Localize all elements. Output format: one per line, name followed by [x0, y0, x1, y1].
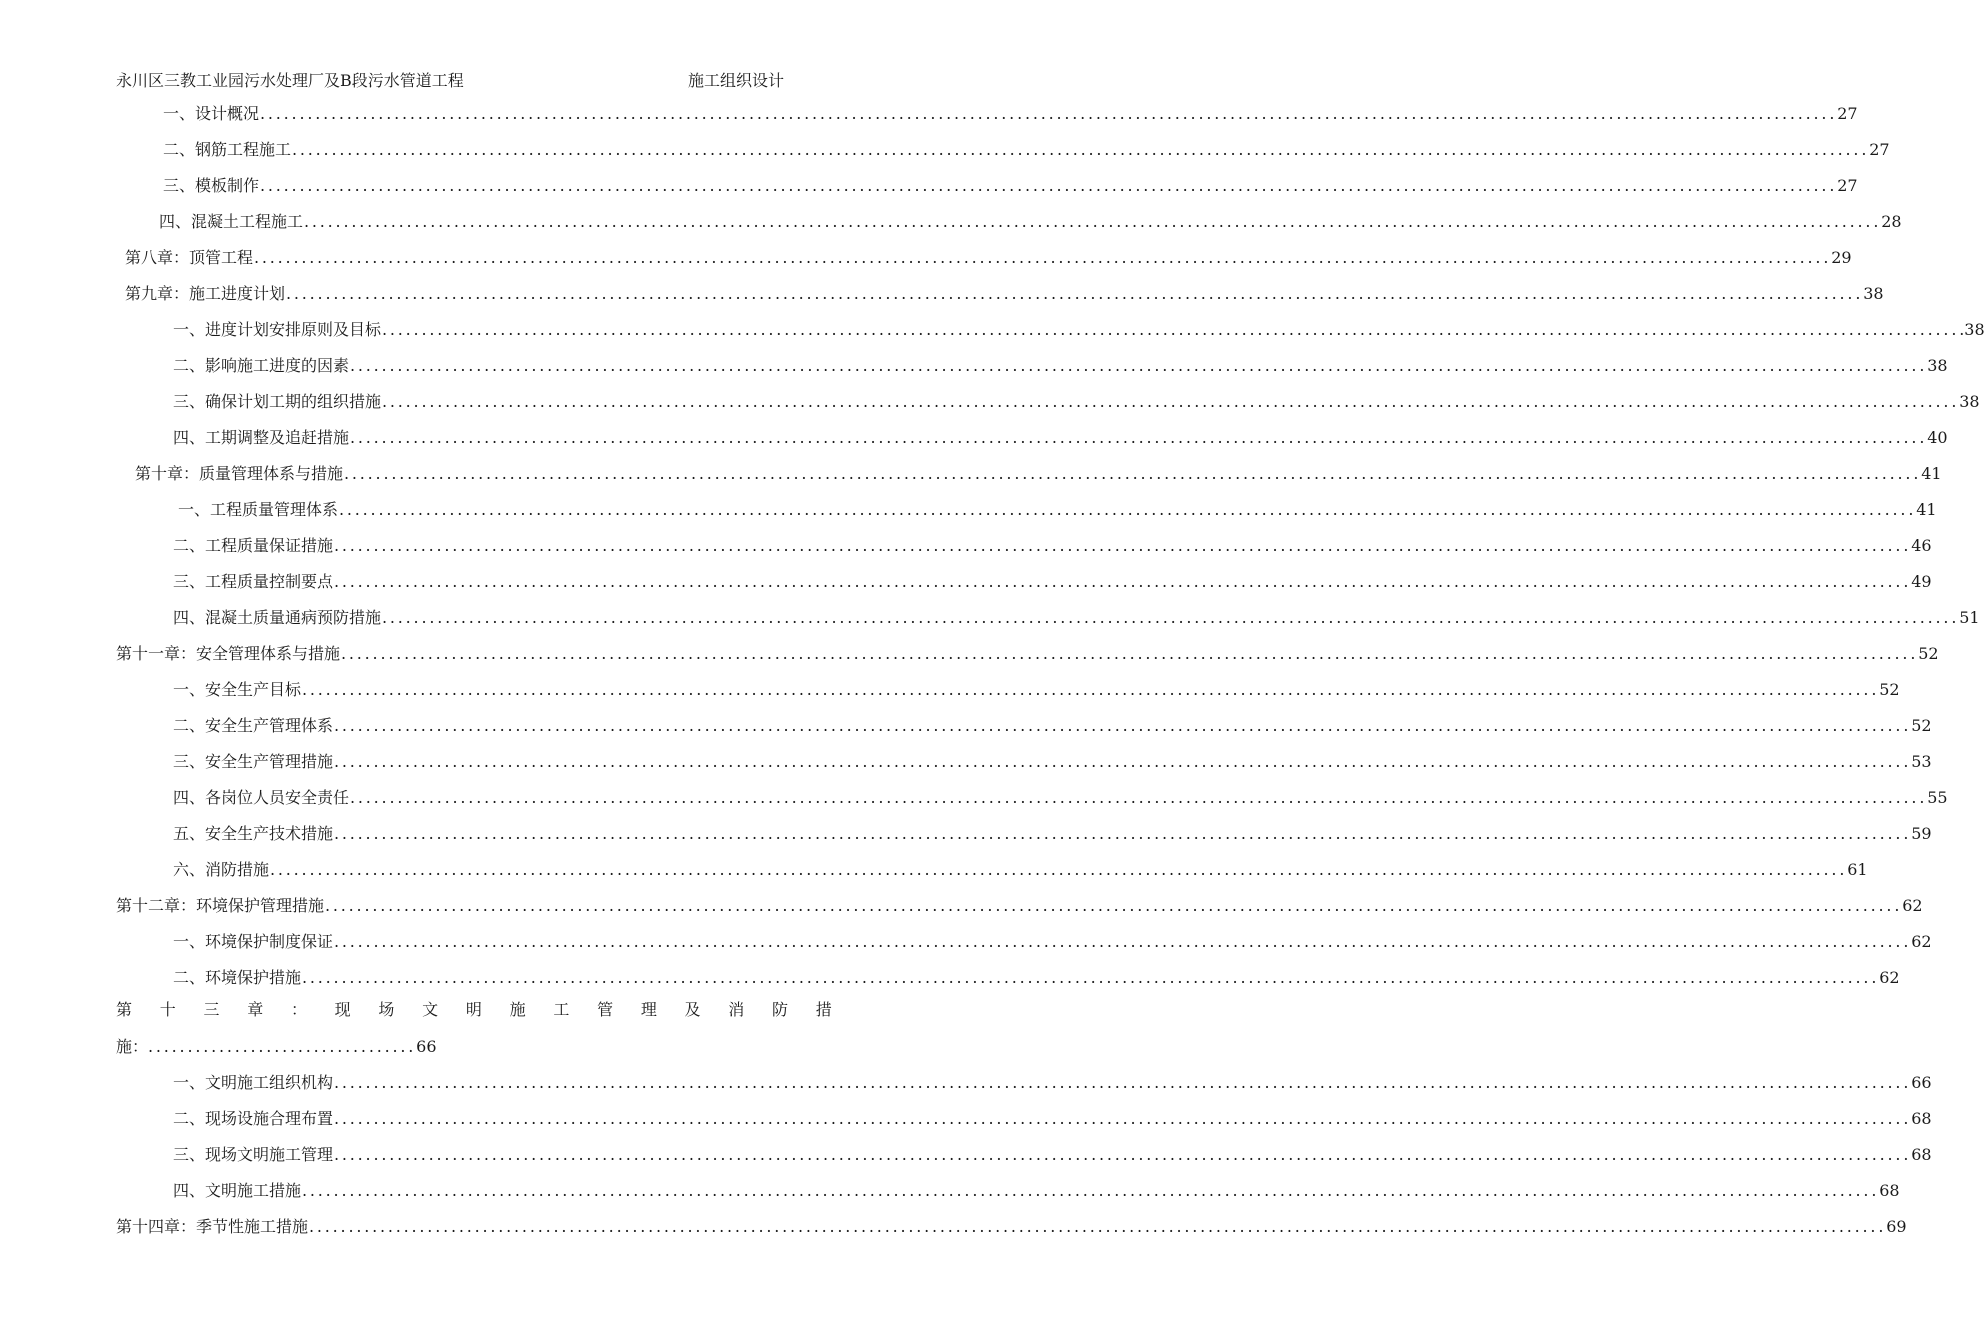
heading-char: 消 — [728, 1000, 745, 1019]
toc-entry-label: 六、消防措施 — [173, 860, 270, 879]
toc-entry-page-number: 41 — [1921, 464, 1942, 483]
toc-entry-page-number: 52 — [1879, 680, 1900, 699]
toc-entry-page-number: 52 — [1918, 644, 1939, 663]
toc-entry — [173, 857, 1868, 883]
toc-entry-page-number: 66 — [1911, 1073, 1932, 1092]
toc-entry-page-number: 29 — [1831, 248, 1852, 267]
heading-char: 明 — [465, 1000, 482, 1019]
toc-entry — [173, 929, 1932, 955]
toc-entry-page-number: 62 — [1902, 896, 1923, 915]
toc-entry — [173, 317, 1985, 343]
toc-entry-label: 第十四章：季节性施工措施 — [116, 1217, 309, 1236]
toc-entry — [173, 821, 1932, 847]
toc-entry-label: 二、环境保护措施 — [173, 968, 302, 987]
toc-entry-page-number: 28 — [1881, 212, 1902, 231]
dot-leader: ........................................................................................................................................................................................................ — [334, 536, 1912, 555]
page-header — [0, 68, 950, 92]
toc-entry — [173, 389, 1980, 415]
heading-char: 十 — [159, 1000, 176, 1019]
dot-leader: ........................................................................................................................................................................................................ — [286, 284, 1864, 303]
toc-entry-page-number: 68 — [1911, 1109, 1932, 1128]
toc-entry-label: 第九章：施工进度计划 — [125, 284, 286, 303]
toc-entry-label: 一、设计概况 — [163, 104, 260, 123]
heading-char: 现 — [334, 1000, 351, 1019]
toc-entry-label: 二、钢筋工程施工 — [163, 140, 292, 159]
toc-entry-page-number: 27 — [1837, 104, 1858, 123]
toc-entry-label: 第八章：顶管工程 — [125, 248, 254, 267]
toc-entry-page-number: 40 — [1927, 428, 1948, 447]
toc-entry-label: 三、确保计划工期的组织措施 — [173, 392, 382, 411]
dot-leader: ........................................................................................................................................................................................................ — [334, 1109, 1912, 1128]
toc-entry-page-number: 66 — [416, 1037, 437, 1056]
toc-entry-page-number: 49 — [1911, 572, 1932, 591]
dot-leader: ........................................................................................................................................................................................................ — [334, 716, 1912, 735]
toc-entry — [173, 569, 1932, 595]
toc-entry — [163, 137, 1890, 163]
toc-entry-label: 四、混凝土工程施工 — [159, 212, 304, 231]
toc-entry — [173, 1178, 1900, 1204]
toc-entry-label: 一、文明施工组织机构 — [173, 1073, 334, 1092]
toc-entry-page-number: 59 — [1911, 824, 1932, 843]
toc-entry-page-number: 68 — [1879, 1181, 1900, 1200]
toc-entry-label: 四、各岗位人员安全责任 — [173, 788, 350, 807]
heading-char: 章 — [247, 1000, 264, 1019]
toc-entry — [173, 1106, 1932, 1132]
dot-leader: ........................................................................................................................................................................................................ — [382, 320, 1960, 339]
dot-leader: ........................................................................................................................................................................................................ — [382, 608, 1960, 627]
heading-char: 管 — [597, 1000, 614, 1019]
dot-leader: ........................................................................................................................................................................................................ — [339, 500, 1917, 519]
toc-entry-label: 三、安全生产管理措施 — [173, 752, 334, 771]
toc-entry — [116, 893, 1923, 919]
toc-entry — [178, 497, 1937, 523]
dot-leader: ........................................................................................................................................................................................................ — [254, 248, 1832, 267]
toc-entry — [135, 461, 1942, 487]
toc-entry — [173, 425, 1948, 451]
dot-leader: ........................................................................................................................................................................................................ — [350, 428, 1928, 447]
document-subtitle: 施工组织设计 — [688, 71, 785, 90]
toc-entry-label: 一、环境保护制度保证 — [173, 932, 334, 951]
dot-leader: ........................................................................................................................................................................................................ — [334, 752, 1912, 771]
toc-entry-continuation — [116, 1034, 437, 1060]
dot-leader: ........................................................................................................................................................................................................ — [292, 140, 1870, 159]
toc-entry-label: 三、现场文明施工管理 — [173, 1145, 334, 1164]
heading-char: 文 — [422, 1000, 439, 1019]
toc-entry-page-number: 38 — [1863, 284, 1884, 303]
toc-entry — [173, 677, 1900, 703]
toc-entry — [173, 965, 1900, 991]
toc-entry-page-number: 27 — [1837, 176, 1858, 195]
dot-leader: ........................................................................................................................................................................................................ — [334, 824, 1912, 843]
dot-leader: ........................................................................................................................................................................................................ — [350, 356, 1928, 375]
toc-entry-label: 施： — [116, 1037, 149, 1056]
dot-leader: ........................................................................................................................................................................................................ — [260, 176, 1838, 195]
toc-entry — [116, 1214, 1907, 1240]
dot-leader: ........................................................................................................................................................................................................ — [302, 680, 1880, 699]
toc-entry-page-number: 27 — [1869, 140, 1890, 159]
toc-entry — [173, 605, 1980, 631]
heading-char: 施 — [509, 1000, 526, 1019]
toc-entry-label: 二、影响施工进度的因素 — [173, 356, 350, 375]
dot-leader: ........................................................................................................................................................................................................ — [334, 572, 1912, 591]
heading-char: 第 — [116, 1000, 133, 1019]
toc-entry — [173, 1070, 1932, 1096]
toc-entry-page-number: 55 — [1927, 788, 1948, 807]
toc-entry-label: 一、进度计划安排原则及目标 — [173, 320, 382, 339]
toc-entry — [173, 1142, 1932, 1168]
toc-entry — [159, 209, 1902, 235]
toc-entry — [116, 641, 1939, 667]
heading-char: 工 — [553, 1000, 570, 1019]
toc-entry — [163, 173, 1858, 199]
dot-leader: ........................................................................................................................................................................................................ — [334, 932, 1912, 951]
toc-entry-label: 四、工期调整及追赶措施 — [173, 428, 350, 447]
heading-char: 理 — [640, 1000, 657, 1019]
toc-entry-label: 一、工程质量管理体系 — [178, 500, 339, 519]
toc-entry-page-number: 38 — [1959, 392, 1980, 411]
toc-entry-label: 二、工程质量保证措施 — [173, 536, 334, 555]
toc-entry-page-number: 41 — [1916, 500, 1937, 519]
toc-entry-label: 三、工程质量控制要点 — [173, 572, 334, 591]
toc-entry-page-number: 51 — [1959, 608, 1980, 627]
dot-leader: ........................................................................................................................................................................................................ — [344, 464, 1922, 483]
dot-leader: ........................................................................................................................................................................................................ — [302, 968, 1880, 987]
toc-entry-page-number: 69 — [1886, 1217, 1907, 1236]
toc-entry-chapter-13-heading — [116, 997, 832, 1023]
toc-entry-page-number: 68 — [1911, 1145, 1932, 1164]
dot-leader: ........................................................................................................................................................................................................ — [260, 104, 1838, 123]
heading-char: 及 — [684, 1000, 701, 1019]
dot-leader: ........................................................................................................................................................................................................ — [334, 1073, 1912, 1092]
dot-leader: ........................................................................................................................................................................................................ — [270, 860, 1848, 879]
toc-entry — [173, 353, 1948, 379]
toc-entry-label: 四、混凝土质量通病预防措施 — [173, 608, 382, 627]
dot-leader: ........................................................................................................................................................................................................ — [382, 392, 1960, 411]
toc-entry-page-number: 62 — [1879, 968, 1900, 987]
heading-char: 三 — [203, 1000, 220, 1019]
toc-entry-label: 第十章：质量管理体系与措施 — [135, 464, 344, 483]
dot-leader: ........................................................................................................................................................................................................ — [341, 644, 1919, 663]
toc-entry-page-number: 61 — [1847, 860, 1868, 879]
toc-entry-label: 一、安全生产目标 — [173, 680, 302, 699]
toc-entry — [173, 749, 1932, 775]
dot-leader: .................................. — [148, 1037, 417, 1056]
toc-entry-label: 五、安全生产技术措施 — [173, 824, 334, 843]
toc-entry — [125, 281, 1884, 307]
toc-entry-label: 三、模板制作 — [163, 176, 260, 195]
toc-entry — [173, 785, 1948, 811]
toc-entry — [173, 713, 1932, 739]
document-title: 永川区三教工业园污水处理厂及B段污水管道工程 — [116, 71, 464, 90]
toc-entry — [125, 245, 1852, 271]
heading-char: 防 — [772, 1000, 789, 1019]
toc-entry-label: 四、文明施工措施 — [173, 1181, 302, 1200]
toc-entry-page-number: 62 — [1911, 932, 1932, 951]
toc-entry — [173, 533, 1932, 559]
toc-entry — [163, 101, 1858, 127]
dot-leader: ........................................................................................................................................................................................................ — [325, 896, 1903, 915]
dot-leader: ........................................................................................................................................................................................................ — [302, 1181, 1880, 1200]
toc-entry-label: 第十二章：环境保护管理措施 — [116, 896, 325, 915]
heading-char: 场 — [378, 1000, 395, 1019]
toc-entry-page-number: 53 — [1911, 752, 1932, 771]
toc-entry-label: 二、现场设施合理布置 — [173, 1109, 334, 1128]
dot-leader: ........................................................................................................................................................................................................ — [304, 212, 1882, 231]
toc-entry-label: 二、安全生产管理体系 — [173, 716, 334, 735]
toc-entry-page-number: 38 — [1927, 356, 1948, 375]
toc-entry-page-number: .38 — [1959, 320, 1985, 339]
dot-leader: ........................................................................................................................................................................................................ — [350, 788, 1928, 807]
heading-char: 措 — [815, 1000, 832, 1019]
toc-entry-page-number: 52 — [1911, 716, 1932, 735]
dot-leader: ........................................................................................................................................................................................................ — [309, 1217, 1887, 1236]
dot-leader: ........................................................................................................................................................................................................ — [334, 1145, 1912, 1164]
toc-entry-label: 第十一章：安全管理体系与措施 — [116, 644, 341, 663]
toc-entry-page-number: 46 — [1911, 536, 1932, 555]
heading-char: ： — [290, 1000, 307, 1019]
